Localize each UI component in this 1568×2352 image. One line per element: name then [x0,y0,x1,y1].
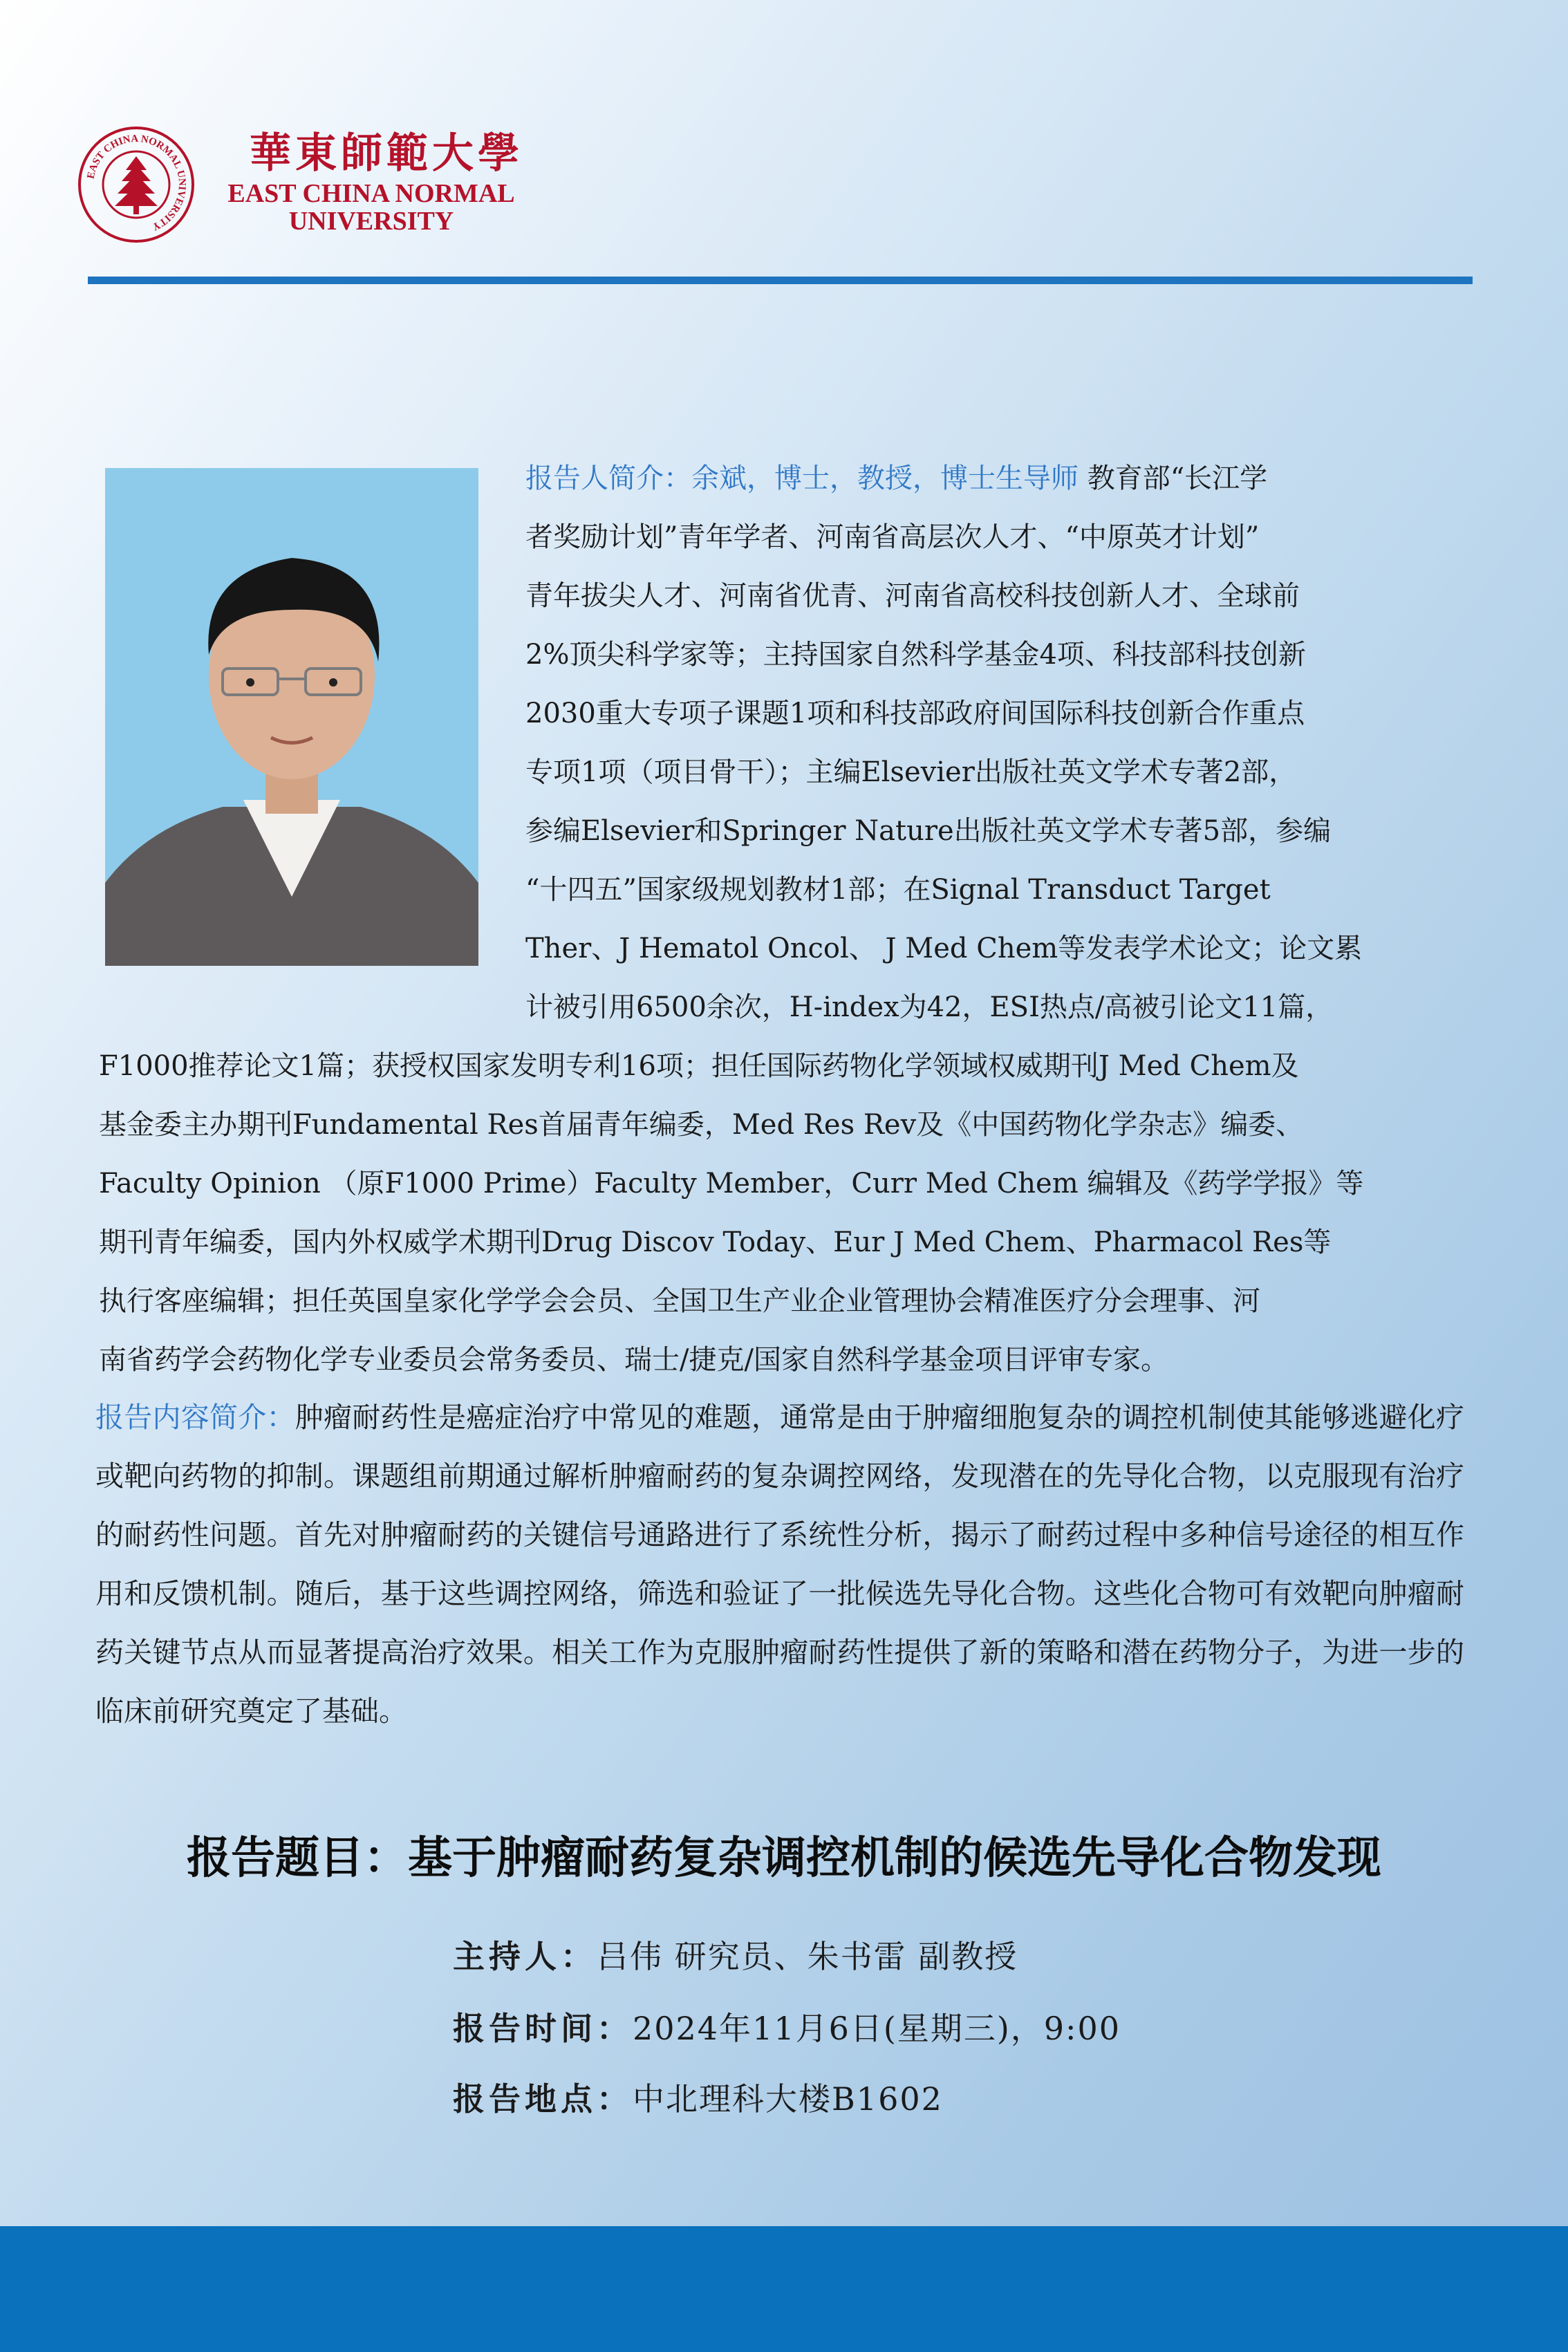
bio-line: 专项1项（项目骨干）；主编Elsevier出版社英文学术专著2部， [525,756,1297,788]
bio-line: 青年拔尖人才、河南省优青、河南省高校科技创新人才、全球前 [525,580,1300,612]
time-label: 报告时间： [453,2010,633,2047]
report-content-summary [95,1388,1464,1741]
bio-line: 计被引用6500余次，H-index为42，ESI热点/高被引论文11篇， [525,991,1334,1023]
speaker-intro-label: 报告人简介：余斌，博士，教授，博士生导师 [525,463,1079,494]
bio-line: 2030重大专项子课题1项和科技部政府间国际科技创新合作重点 [525,698,1305,729]
university-chinese-name: 華東師範大學 [250,129,523,178]
bio-line: 基金委主办期刊Fundamental Res首届青年编委，Med Res Rev及《中国药物化学杂志》编委、 [99,1109,1304,1141]
content-label: 报告内容简介： [95,1401,295,1434]
speaker-photo [105,468,478,966]
place-value: 中北理科大楼B1602 [633,2080,943,2118]
english-name-line2: UNIVERSITY [288,207,454,236]
bio-line: “十四五”国家级规划教材1部；在Signal Transduct Target [525,874,1271,906]
bio-line: F1000推荐论文1篇；获授权国家发明专利16项；担任国际药物化学领域权威期刊J Med Chem及 [99,1050,1299,1082]
bio-line: 南省药学会药物化学专业委员会常务委员、瑞士/捷克/国家自然科学基金项目评审专家。 [99,1344,1168,1376]
place-row [453,2071,1490,2127]
speaker-portrait-icon [105,468,478,966]
svg-text:EAST CHINA NORMAL UNIVERSITY: EAST CHINA NORMAL UNIVERSITY [85,133,188,232]
time-row [453,2001,1490,2056]
speaker-bio-bottom [99,1037,1468,1390]
speaker-bio-top [525,449,1455,1037]
header-divider [88,277,1473,284]
university-seal-icon [77,126,195,243]
content-text: 肿瘤耐药性是癌症治疗中常见的难题，通常是由于肿瘤细胞复杂的调控机制使其能够逃避化疗或靶向药物的抑制。课题组前期通过解析肿瘤耐药的复杂调控网络，发现潜在的先导化合物，以克服现有治疗的耐药性问题。首先对肿瘤耐药的关键信号通路进行了系统性分析，揭示了耐药过程中多种信号途径的相互作用和反馈机制。随后，基于这些调控网络，筛选和验证了一批候选先导化合物。这些化合物可有效靶向肿瘤耐药关键节点从而显著提高治疗效果。相关工作为克服肿瘤耐药性提供了新的策略和潜在药物分子，为进一步的临床前研究奠定了基础。 [95,1401,1465,1728]
footer-bar [0,2226,1568,2352]
host-label: 主持人： [453,1938,597,1975]
english-name-line1: EAST CHINA NORMAL [227,179,515,208]
report-title: 报告题目：基于肿瘤耐药复杂调控机制的候选先导化合物发现 [187,1833,1381,1884]
bio-line: 期刊青年编委，国内外权威学术期刊Drug Discov Today、Eur J Med Chem、Pharmacol Res等 [99,1226,1332,1258]
bio-line: 2%顶尖科学家等；主持国家自然科学基金4项、科技部科技创新 [525,639,1306,671]
time-value: 2024年11月6日(星期三)，9:00 [633,2010,1121,2047]
university-english-name [209,180,534,235]
host-value: 吕伟 研究员、朱书雷 副教授 [597,1938,1018,1975]
bio-line: 参编Elsevier和Springer Nature出版社英文学术专著5部，参编 [525,815,1332,847]
bio-line: Faculty Opinion （原F1000 Prime）Faculty Member，Curr Med Chem 编辑及《药学学报》等 [99,1168,1364,1200]
university-logo [77,126,534,243]
host-row [453,1929,1490,1984]
bio-line: 执行客座编辑；担任英国皇家化学学会会员、全国卫生产业企业管理协会精准医疗分会理事、河 [99,1285,1260,1317]
bio-line: 者奖励计划”青年学者、河南省高层次人才、“中原英才计划” [525,521,1260,553]
bio-line: 报告人简介：余斌，博士，教授，博士生导师 教育部“长江学 [525,463,1268,494]
bio-line: Ther、J Hematol Oncol、 J Med Chem等发表学术论文；论文累 [525,933,1363,964]
place-label: 报告地点： [453,2080,633,2118]
